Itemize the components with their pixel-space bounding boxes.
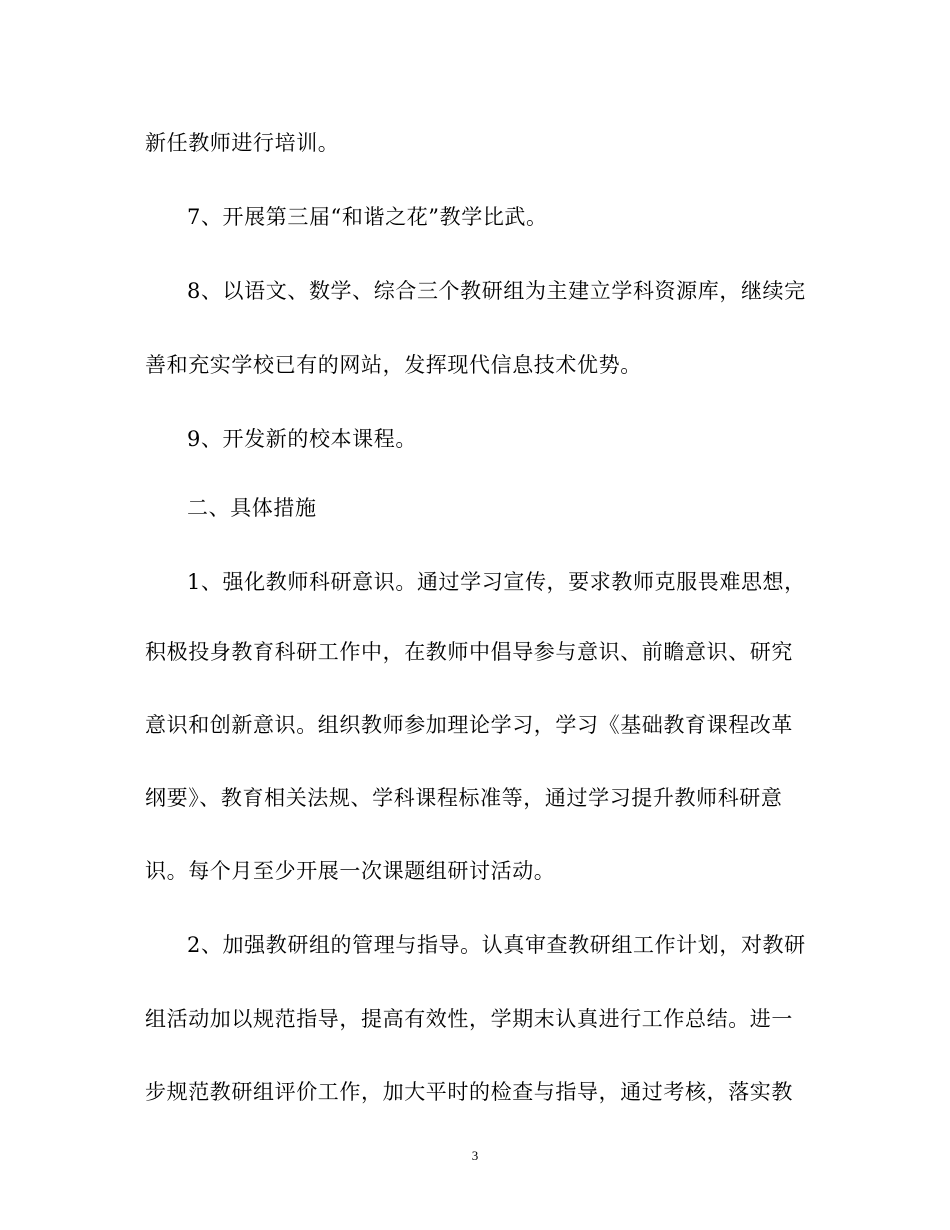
section-heading: 二、具体措施 xyxy=(187,496,317,520)
page-number: 3 xyxy=(471,1148,479,1163)
text-line-12: 2、加强教研组的管理与指导。认真审查教研组工作计划，对教研 xyxy=(187,933,806,957)
text-line-10: 纲要》、教育相关法规、学科课程标准等，通过学习提升教师科研意 xyxy=(145,786,783,810)
text-line-14: 步规范教研组评价工作，加大平时的检查与指导，通过考核，落实教 xyxy=(145,1080,793,1104)
text-line-1: 新任教师进行培训。 xyxy=(145,131,340,155)
text-line-2: 7、开展第三届“和谐之花”教学比武。 xyxy=(187,205,548,229)
text-line-9: 意识和创新意识。组织教师参加理论学习，学习《基础教育课程改革 xyxy=(145,713,793,737)
text-line-13: 组活动加以规范指导，提高有效性，学期末认真进行工作总结。进一 xyxy=(145,1007,793,1031)
text-line-4: 善和充实学校已有的网站，发挥现代信息技术优势。 xyxy=(145,353,642,377)
text-line-7: 1、强化教师科研意识。通过学习宣传，要求教师克服畏难思想， xyxy=(187,570,806,594)
text-line-5: 9、开发新的校本课程。 xyxy=(187,427,417,451)
text-line-11: 识。每个月至少开展一次课题组研讨活动。 xyxy=(145,859,556,883)
text-line-3: 8、以语文、数学、综合三个教研组为主建立学科资源库，继续完 xyxy=(187,279,806,303)
text-line-8: 积极投身教育科研工作中，在教师中倡导参与意识、前瞻意识、研究 xyxy=(145,640,793,664)
